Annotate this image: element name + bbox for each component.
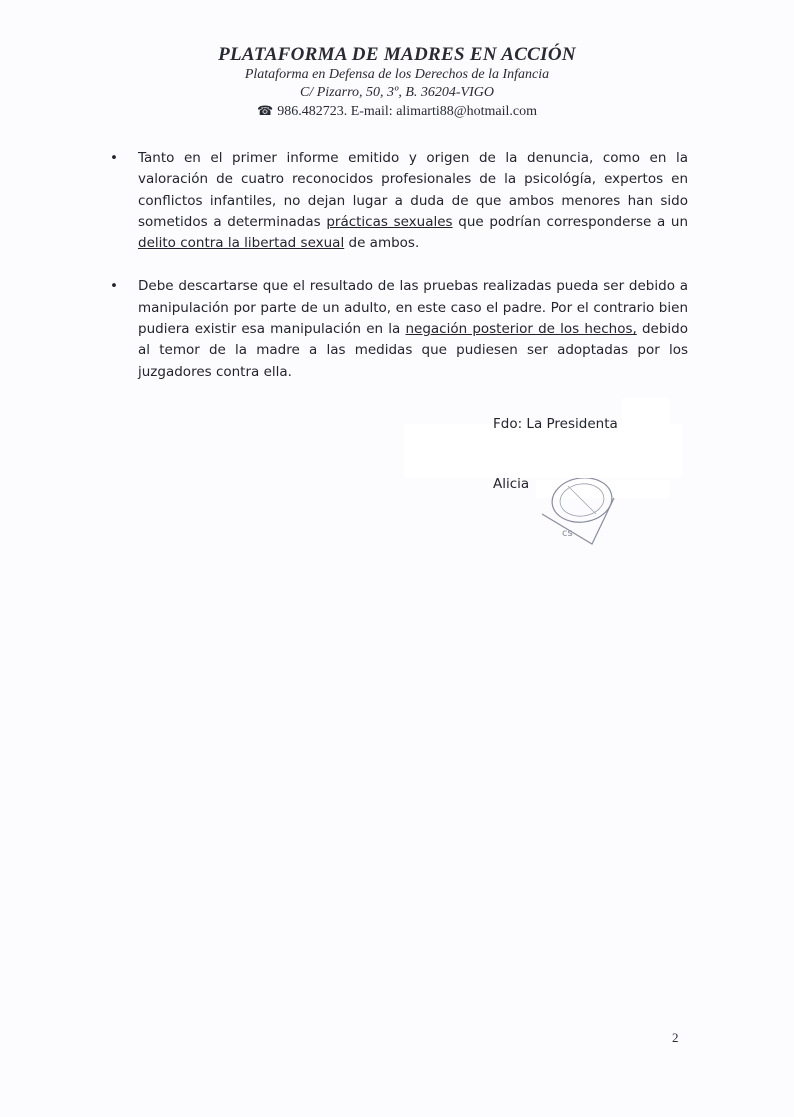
underlined-phrase: negación posterior de los hechos, [405, 321, 637, 338]
signature-name: Alicia [493, 476, 530, 492]
organization-contact [0, 102, 794, 121]
svg-text:cs: cs [562, 528, 573, 539]
document-body [108, 148, 688, 405]
signature-title: Fdo: La Presidenta [493, 416, 618, 432]
bullet-paragraph-2 [108, 276, 688, 382]
bullet-paragraph-1 [108, 148, 688, 254]
redaction-block [622, 398, 670, 428]
stamp-icon [538, 478, 618, 548]
page-number: 2 [672, 1030, 679, 1045]
organization-subtitle: Plataforma en Defensa de los Derechos de la Infancia [244, 67, 550, 82]
organization-name: PLATAFORMA DE MADRES EN ACCIÓN [218, 44, 576, 65]
bullet-icon: • [110, 278, 118, 295]
paragraph-2-text: Debe descartarse que el resultado de las pruebas realizadas pueda ser debido a manipulación por parte de un adulto, en este caso el padre. Por el contrario bien pudiera existir esa manipulación en la negación posterior de los hechos, debido al temor de la madre a las medidas que pudiesen ser adoptadas por los juzgadores contra ella. [138, 278, 688, 380]
phone-icon: ☎ [257, 103, 274, 118]
organization-address: C/ Pizarro, 50, 3º, B. 36204-VIGO [300, 85, 494, 100]
paragraph-1-text: Tanto en el primer informe emitido y origen de la denuncia, como en la valoración de cuatro reconocidos profesionales de la psicológía, expertos en conflictos infantiles, no dejan lugar a duda de que ambos menores han sido sometidos a determinadas prácticas sexuales que podrían corresponderse a un delito contra la libertad sexual de ambos. [138, 150, 688, 252]
contact-text: 986.482723. E-mail: alimarti88@hotmail.com [277, 104, 537, 119]
bullet-icon: • [110, 150, 118, 166]
underlined-phrase: delito contra la libertad sexual [138, 235, 345, 252]
redaction-block [404, 424, 682, 478]
letterhead [0, 44, 794, 121]
underlined-phrase: prácticas sexuales [326, 213, 453, 230]
